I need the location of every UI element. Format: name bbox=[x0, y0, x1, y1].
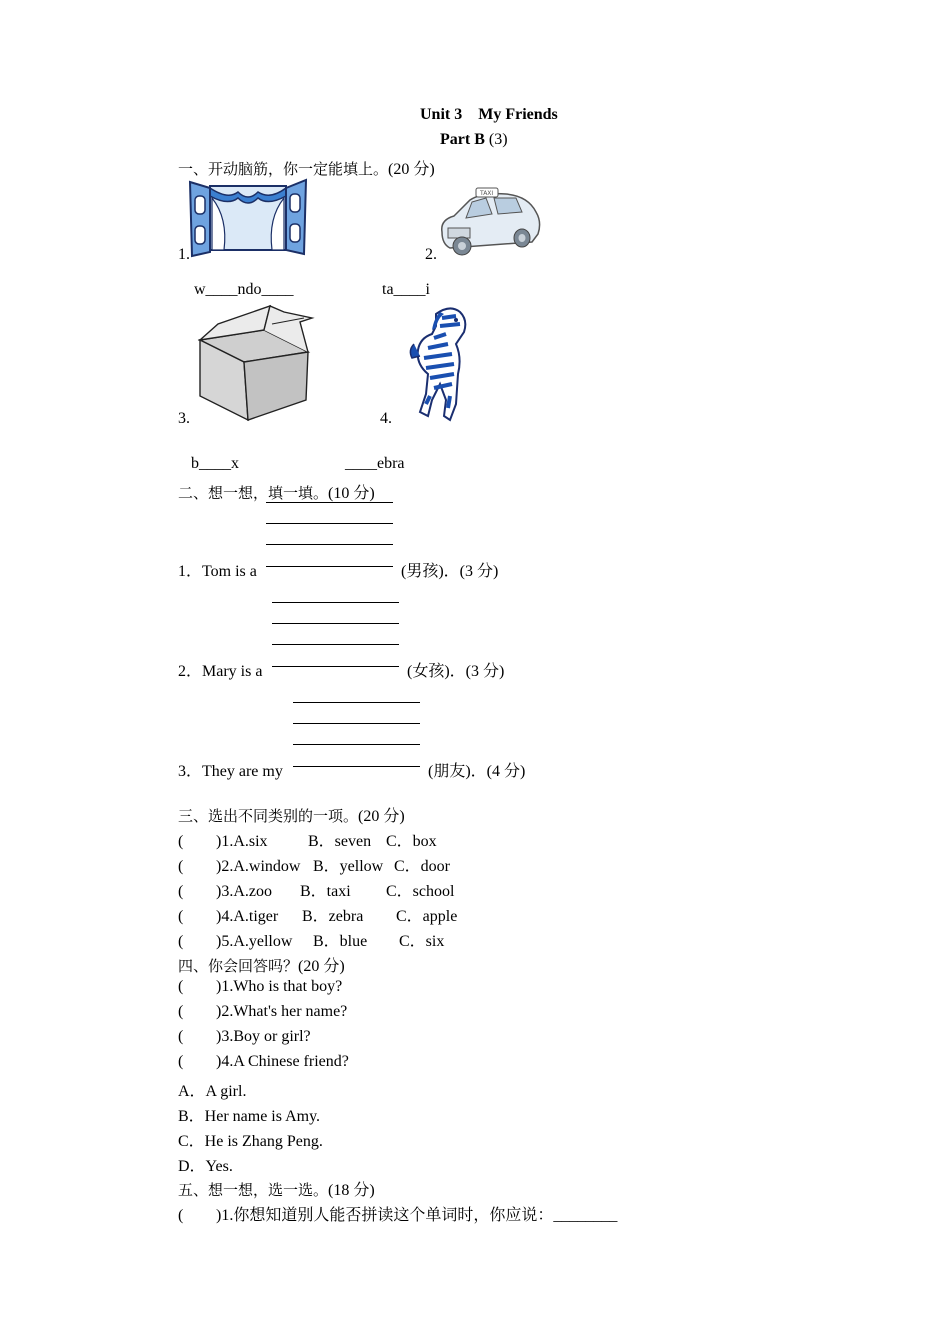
choice-row-1 bbox=[178, 828, 437, 851]
choice-b: B．zebra bbox=[302, 908, 364, 925]
section-3-heading bbox=[178, 803, 405, 826]
item-3-number: 3. bbox=[178, 410, 190, 427]
item-2-blank: ta____i bbox=[382, 281, 430, 298]
box-picture bbox=[188, 304, 326, 422]
section-4-title: 四、你会回答吗？ bbox=[178, 957, 299, 975]
question-text: )1.你想知道别人能否拼读这个单词时，你应说：________ bbox=[216, 1207, 618, 1224]
choice-b: B．yellow bbox=[313, 858, 384, 875]
choice-row-2 bbox=[178, 853, 450, 876]
choice-q: )3.A.zoo bbox=[216, 883, 272, 900]
choice-q: )4.A.tiger bbox=[216, 908, 279, 925]
section-4-points: (20 分) bbox=[298, 958, 345, 975]
choice-c: C．door bbox=[394, 858, 451, 875]
answer-line-1[interactable] bbox=[266, 566, 393, 567]
answer-paren[interactable]: ( bbox=[178, 858, 184, 875]
subtitle-number: (3) bbox=[488, 131, 508, 148]
writing-line[interactable] bbox=[272, 623, 399, 624]
answer-paren[interactable]: ( bbox=[178, 1028, 184, 1045]
writing-line[interactable] bbox=[266, 544, 393, 545]
item-1-number: 1. bbox=[178, 246, 190, 263]
section-2-heading bbox=[178, 480, 375, 503]
answer-option-c: C．He is Zhang Peng. bbox=[178, 1133, 323, 1150]
choice-c: C．school bbox=[386, 883, 455, 900]
section-3-title: 三、选出不同类别的一项。 bbox=[178, 807, 359, 825]
choice-c: C．box bbox=[386, 833, 437, 850]
answer-paren[interactable]: ( bbox=[178, 1207, 184, 1224]
choice-b: B．taxi bbox=[300, 883, 351, 900]
answer-paren[interactable]: ( bbox=[178, 1003, 184, 1020]
writing-line[interactable] bbox=[293, 723, 420, 724]
answer-option-a: A．A girl. bbox=[178, 1083, 247, 1100]
item-3-blank: b____x bbox=[191, 455, 239, 472]
fill-item-2-text: 2．Mary is a bbox=[178, 663, 263, 680]
answer-paren[interactable]: ( bbox=[178, 1053, 184, 1070]
writing-line[interactable] bbox=[272, 644, 399, 645]
section-3-points: (20 分) bbox=[358, 808, 405, 825]
question-text: )1.Who is that boy? bbox=[216, 978, 343, 995]
writing-line[interactable] bbox=[272, 602, 399, 603]
choice-row-5 bbox=[178, 928, 444, 951]
fill-item-1-hint: (男孩)．(3 分) bbox=[401, 563, 499, 580]
writing-line[interactable] bbox=[266, 502, 393, 503]
answer-paren[interactable]: ( bbox=[178, 833, 184, 850]
fill-item-1-text: 1．Tom is a bbox=[178, 563, 257, 580]
section-1-points: (20 分) bbox=[388, 161, 435, 178]
writing-line[interactable] bbox=[266, 523, 393, 524]
question-row-4 bbox=[178, 1053, 349, 1071]
item-1-blank: w____ndo____ bbox=[194, 281, 294, 298]
subtitle-part: Part B bbox=[440, 131, 489, 148]
question-text: )4.A Chinese friend? bbox=[216, 1053, 349, 1070]
question-text: )3.Boy or girl? bbox=[216, 1028, 311, 1045]
writing-line[interactable] bbox=[293, 702, 420, 703]
zebra-picture bbox=[406, 304, 476, 422]
question-row-1 bbox=[178, 978, 342, 996]
sec5-question-row-1 bbox=[178, 1202, 617, 1225]
section-2-title: 二、想一想，填一填。 bbox=[178, 484, 329, 502]
question-text: )2.What's her name? bbox=[216, 1003, 348, 1020]
taxi-picture bbox=[436, 186, 544, 258]
fill-item-3-text: 3．They are my bbox=[178, 763, 283, 780]
section-2-points: (10 分) bbox=[328, 485, 375, 502]
fill-item-3-hint: (朋友)．(4 分) bbox=[428, 763, 526, 780]
window-picture bbox=[188, 178, 308, 258]
choice-row-4 bbox=[178, 903, 457, 926]
answer-paren[interactable]: ( bbox=[178, 908, 184, 925]
page-title: Unit 3 My Friends bbox=[420, 106, 558, 123]
answer-paren[interactable]: ( bbox=[178, 933, 184, 950]
item-4-blank: ____ebra bbox=[345, 455, 405, 472]
section-4-heading bbox=[178, 953, 345, 976]
item-4-number: 4. bbox=[380, 410, 392, 427]
answer-option-b: B．Her name is Amy. bbox=[178, 1108, 321, 1125]
section-1-title: 一、开动脑筋，你一定能填上。 bbox=[178, 160, 389, 178]
section-1-heading bbox=[178, 156, 435, 179]
answer-option-d: D．Yes. bbox=[178, 1158, 233, 1175]
answer-line-3[interactable] bbox=[293, 766, 420, 767]
choice-q: )5.A.yellow bbox=[216, 933, 293, 950]
choice-c: C．six bbox=[399, 933, 445, 950]
choice-c: C．apple bbox=[396, 908, 458, 925]
choice-b: B．blue bbox=[313, 933, 368, 950]
section-5-heading bbox=[178, 1177, 375, 1200]
choice-b: B．seven bbox=[308, 833, 372, 850]
svg-text:TAXI: TAXI bbox=[480, 190, 494, 197]
page-subtitle bbox=[440, 131, 508, 149]
choice-row-3 bbox=[178, 878, 454, 901]
question-row-2 bbox=[178, 1003, 347, 1021]
section-5-title: 五、想一想，选一选。 bbox=[178, 1181, 329, 1199]
answer-line-2[interactable] bbox=[272, 666, 399, 667]
section-5-points: (18 分) bbox=[328, 1182, 375, 1199]
choice-q: )2.A.window bbox=[216, 858, 301, 875]
answer-paren[interactable]: ( bbox=[178, 883, 184, 900]
fill-item-2-hint: (女孩)．(3 分) bbox=[407, 663, 505, 680]
item-2-number: 2. bbox=[425, 246, 437, 263]
choice-q: )1.A.six bbox=[216, 833, 268, 850]
answer-paren[interactable]: ( bbox=[178, 978, 184, 995]
writing-line[interactable] bbox=[293, 744, 420, 745]
question-row-3 bbox=[178, 1028, 311, 1046]
